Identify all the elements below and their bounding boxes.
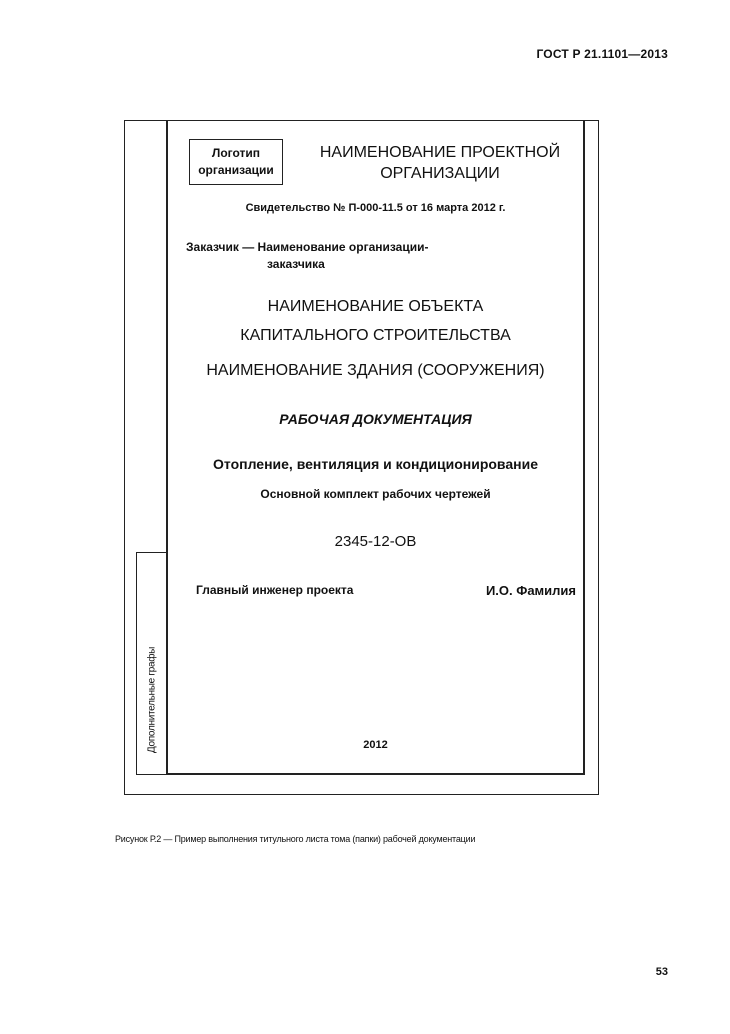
org-name-line-1: НАИМЕНОВАНИЕ ПРОЕКТНОЙ: [319, 144, 561, 161]
complect-name: Основной комплект рабочих чертежей: [260, 487, 491, 501]
organization-name: [290, 142, 590, 184]
standard-code: ГОСТ Р 21.1101—2013: [536, 47, 668, 61]
inner-frame: [166, 120, 585, 775]
year: 2012: [363, 739, 388, 751]
customer-line-2: заказчика: [267, 257, 325, 271]
figure-caption: Рисунок Р.2 — Пример выполнения титульного листа тома (папки) рабочей документации: [115, 834, 476, 844]
customer-line-1: Заказчик — Наименование организации-: [186, 240, 429, 254]
object-line-1: НАИМЕНОВАНИЕ ОБЪЕКТА: [267, 298, 484, 315]
logo-line-1: Логотип: [211, 146, 261, 160]
logo-placeholder: [189, 139, 283, 185]
logo-line-2: организации: [198, 163, 274, 177]
section-name: Отопление, вентиляция и кондиционирование: [213, 456, 538, 472]
object-name: [166, 292, 585, 350]
signatory-role: Главный инженер проекта: [196, 583, 354, 597]
org-name-line-2: ОРГАНИЗАЦИИ: [380, 165, 500, 182]
building-name: НАИМЕНОВАНИЕ ЗДАНИЯ (СООРУЖЕНИЯ): [206, 362, 545, 379]
signatory-name: И.О. Фамилия: [485, 583, 576, 598]
object-line-2: КАПИТАЛЬНОГО СТРОИТЕЛЬСТВА: [240, 327, 511, 344]
page-number: 53: [655, 966, 668, 978]
document-designation: 2345-12-ОВ: [334, 533, 417, 550]
certificate-text: Свидетельство № П-000-11.5 от 16 марта 2012 г.: [245, 202, 506, 214]
document-type: РАБОЧАЯ ДОКУМЕНТАЦИЯ: [279, 411, 472, 427]
additional-columns-label: Дополнительные графы: [146, 646, 158, 754]
